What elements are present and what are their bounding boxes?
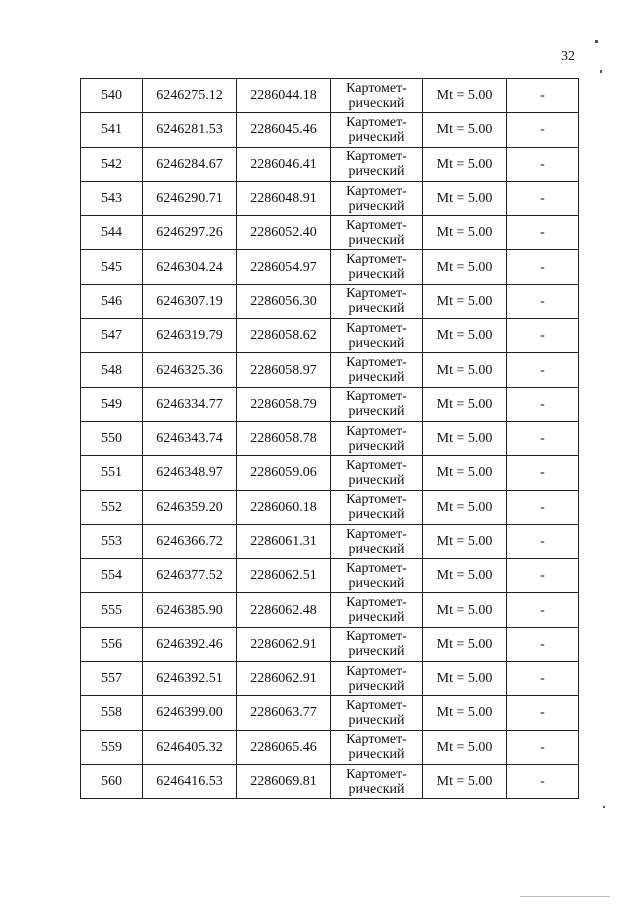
method-cell (331, 593, 423, 627)
method-cell (331, 559, 423, 593)
method-text-line: рический (348, 575, 405, 591)
accuracy-cell: Mt = 5.00 (423, 593, 507, 627)
method-text-line: рический (348, 301, 405, 317)
note-cell: - (507, 490, 579, 524)
accuracy-cell: Mt = 5.00 (423, 113, 507, 147)
method-text-line: рический (348, 507, 405, 523)
x-coordinate-cell: 6246281.53 (143, 113, 237, 147)
table-row (81, 627, 579, 661)
method-text-line: Картомет- (346, 595, 407, 611)
method-text-line: рический (348, 267, 405, 283)
method-cell (331, 456, 423, 490)
accuracy-cell: Mt = 5.00 (423, 250, 507, 284)
method-text-line: Картомет- (346, 286, 407, 302)
table-row (81, 387, 579, 421)
scan-speck (600, 70, 602, 73)
table-row (81, 421, 579, 455)
accuracy-cell: Mt = 5.00 (423, 662, 507, 696)
table-row (81, 559, 579, 593)
note-cell: - (507, 559, 579, 593)
method-text-line: рический (348, 678, 405, 694)
point-number-cell: 547 (81, 319, 143, 353)
table-row (81, 696, 579, 730)
accuracy-cell: Mt = 5.00 (423, 216, 507, 250)
method-text-line: рический (348, 370, 405, 386)
method-text-line: рический (348, 644, 405, 660)
table-row (81, 730, 579, 764)
method-text-line: Картомет- (346, 114, 407, 130)
method-text-line: рический (348, 541, 405, 557)
accuracy-cell: Mt = 5.00 (423, 559, 507, 593)
note-cell: - (507, 593, 579, 627)
y-coordinate-cell: 2286059.06 (237, 456, 331, 490)
method-cell (331, 319, 423, 353)
point-number-cell: 553 (81, 524, 143, 558)
table-row (81, 250, 579, 284)
y-coordinate-cell: 2286054.97 (237, 250, 331, 284)
x-coordinate-cell: 6246416.53 (143, 764, 237, 798)
method-text-line: Картомет- (346, 766, 407, 782)
point-number-cell: 552 (81, 490, 143, 524)
table-row (81, 593, 579, 627)
note-cell: - (507, 421, 579, 455)
point-number-cell: 557 (81, 662, 143, 696)
point-number-cell: 543 (81, 181, 143, 215)
accuracy-cell: Mt = 5.00 (423, 490, 507, 524)
x-coordinate-cell: 6246307.19 (143, 284, 237, 318)
note-cell: - (507, 181, 579, 215)
y-coordinate-cell: 2286044.18 (237, 79, 331, 113)
table-body (81, 79, 579, 799)
table-row (81, 319, 579, 353)
method-text-line: рический (348, 472, 405, 488)
y-coordinate-cell: 2286065.46 (237, 730, 331, 764)
note-cell: - (507, 79, 579, 113)
y-coordinate-cell: 2286062.51 (237, 559, 331, 593)
note-cell: - (507, 696, 579, 730)
method-cell (331, 662, 423, 696)
accuracy-cell: Mt = 5.00 (423, 730, 507, 764)
method-cell (331, 216, 423, 250)
x-coordinate-cell: 6246297.26 (143, 216, 237, 250)
point-number-cell: 559 (81, 730, 143, 764)
accuracy-cell: Mt = 5.00 (423, 181, 507, 215)
method-cell (331, 250, 423, 284)
method-text-line: рический (348, 747, 405, 763)
method-cell (331, 421, 423, 455)
point-number-cell: 540 (81, 79, 143, 113)
point-number-cell: 558 (81, 696, 143, 730)
note-cell: - (507, 456, 579, 490)
method-cell (331, 181, 423, 215)
note-cell: - (507, 662, 579, 696)
table-row (81, 113, 579, 147)
accuracy-cell: Mt = 5.00 (423, 353, 507, 387)
y-coordinate-cell: 2286058.62 (237, 319, 331, 353)
point-number-cell: 545 (81, 250, 143, 284)
point-number-cell: 551 (81, 456, 143, 490)
method-cell (331, 387, 423, 421)
method-text-line: рический (348, 712, 405, 728)
method-text-line: Картомет- (346, 457, 407, 473)
accuracy-cell: Mt = 5.00 (423, 147, 507, 181)
x-coordinate-cell: 6246359.20 (143, 490, 237, 524)
method-text-line: рический (348, 610, 405, 626)
x-coordinate-cell: 6246319.79 (143, 319, 237, 353)
x-coordinate-cell: 6246392.51 (143, 662, 237, 696)
accuracy-cell: Mt = 5.00 (423, 387, 507, 421)
note-cell: - (507, 627, 579, 661)
method-text-line: Картомет- (346, 560, 407, 576)
scan-speck (603, 806, 605, 808)
table-row (81, 147, 579, 181)
method-text-line: Картомет- (346, 526, 407, 542)
y-coordinate-cell: 2286058.78 (237, 421, 331, 455)
note-cell: - (507, 113, 579, 147)
y-coordinate-cell: 2286046.41 (237, 147, 331, 181)
note-cell: - (507, 284, 579, 318)
table-row (81, 456, 579, 490)
note-cell: - (507, 353, 579, 387)
point-number-cell: 560 (81, 764, 143, 798)
y-coordinate-cell: 2286052.40 (237, 216, 331, 250)
method-cell (331, 284, 423, 318)
method-cell (331, 696, 423, 730)
note-cell: - (507, 730, 579, 764)
accuracy-cell: Mt = 5.00 (423, 764, 507, 798)
x-coordinate-cell: 6246304.24 (143, 250, 237, 284)
method-text-line: Картомет- (346, 320, 407, 336)
method-text-line: рический (348, 129, 405, 145)
x-coordinate-cell: 6246325.36 (143, 353, 237, 387)
table-row (81, 181, 579, 215)
x-coordinate-cell: 6246405.32 (143, 730, 237, 764)
note-cell: - (507, 147, 579, 181)
x-coordinate-cell: 6246343.74 (143, 421, 237, 455)
table-row (81, 284, 579, 318)
method-text-line: Картомет- (346, 217, 407, 233)
x-coordinate-cell: 6246290.71 (143, 181, 237, 215)
accuracy-cell: Mt = 5.00 (423, 456, 507, 490)
point-number-cell: 554 (81, 559, 143, 593)
y-coordinate-cell: 2286058.97 (237, 353, 331, 387)
point-number-cell: 548 (81, 353, 143, 387)
accuracy-cell: Mt = 5.00 (423, 284, 507, 318)
method-text-line: рический (348, 198, 405, 214)
method-text-line: Картомет- (346, 697, 407, 713)
y-coordinate-cell: 2286056.30 (237, 284, 331, 318)
note-cell: - (507, 387, 579, 421)
method-cell (331, 524, 423, 558)
accuracy-cell: Mt = 5.00 (423, 627, 507, 661)
point-number-cell: 549 (81, 387, 143, 421)
method-text-line: Картомет- (346, 355, 407, 371)
y-coordinate-cell: 2286062.91 (237, 662, 331, 696)
x-coordinate-cell: 6246385.90 (143, 593, 237, 627)
x-coordinate-cell: 6246334.77 (143, 387, 237, 421)
x-coordinate-cell: 6246377.52 (143, 559, 237, 593)
method-text-line: Картомет- (346, 629, 407, 645)
method-text-line: Картомет- (346, 80, 407, 96)
method-text-line: рический (348, 164, 405, 180)
accuracy-cell: Mt = 5.00 (423, 79, 507, 113)
method-text-line: рический (348, 232, 405, 248)
method-cell (331, 79, 423, 113)
method-text-line: Картомет- (346, 663, 407, 679)
coordinates-table (80, 78, 579, 799)
method-text-line: рический (348, 335, 405, 351)
point-number-cell: 541 (81, 113, 143, 147)
method-text-line: Картомет- (346, 149, 407, 165)
note-cell: - (507, 319, 579, 353)
accuracy-cell: Mt = 5.00 (423, 696, 507, 730)
x-coordinate-cell: 6246284.67 (143, 147, 237, 181)
x-coordinate-cell: 6246366.72 (143, 524, 237, 558)
method-text-line: Картомет- (346, 183, 407, 199)
point-number-cell: 542 (81, 147, 143, 181)
table-row (81, 353, 579, 387)
page-number: 32 (561, 49, 575, 64)
table-row (81, 764, 579, 798)
method-cell (331, 764, 423, 798)
accuracy-cell: Mt = 5.00 (423, 421, 507, 455)
y-coordinate-cell: 2286062.48 (237, 593, 331, 627)
method-text-line: рический (348, 95, 405, 111)
x-coordinate-cell: 6246392.46 (143, 627, 237, 661)
method-text-line: Картомет- (346, 423, 407, 439)
x-coordinate-cell: 6246399.00 (143, 696, 237, 730)
point-number-cell: 550 (81, 421, 143, 455)
method-text-line: Картомет- (346, 732, 407, 748)
table-row (81, 662, 579, 696)
scan-speck (520, 896, 610, 897)
accuracy-cell: Mt = 5.00 (423, 319, 507, 353)
table-row (81, 216, 579, 250)
y-coordinate-cell: 2286063.77 (237, 696, 331, 730)
x-coordinate-cell: 6246275.12 (143, 79, 237, 113)
note-cell: - (507, 250, 579, 284)
method-cell (331, 490, 423, 524)
method-cell (331, 627, 423, 661)
point-number-cell: 556 (81, 627, 143, 661)
y-coordinate-cell: 2286061.31 (237, 524, 331, 558)
point-number-cell: 555 (81, 593, 143, 627)
y-coordinate-cell: 2286062.91 (237, 627, 331, 661)
table-row (81, 524, 579, 558)
point-number-cell: 546 (81, 284, 143, 318)
point-number-cell: 544 (81, 216, 143, 250)
note-cell: - (507, 216, 579, 250)
scan-speck (595, 40, 598, 43)
method-text-line: Картомет- (346, 492, 407, 508)
y-coordinate-cell: 2286048.91 (237, 181, 331, 215)
y-coordinate-cell: 2286045.46 (237, 113, 331, 147)
y-coordinate-cell: 2286058.79 (237, 387, 331, 421)
note-cell: - (507, 524, 579, 558)
method-text-line: Картомет- (346, 252, 407, 268)
method-text-line: рический (348, 404, 405, 420)
accuracy-cell: Mt = 5.00 (423, 524, 507, 558)
table-row (81, 490, 579, 524)
method-cell (331, 147, 423, 181)
y-coordinate-cell: 2286069.81 (237, 764, 331, 798)
x-coordinate-cell: 6246348.97 (143, 456, 237, 490)
method-cell (331, 730, 423, 764)
note-cell: - (507, 764, 579, 798)
method-text-line: рический (348, 781, 405, 797)
y-coordinate-cell: 2286060.18 (237, 490, 331, 524)
method-text-line: Картомет- (346, 389, 407, 405)
method-cell (331, 353, 423, 387)
method-text-line: рический (348, 438, 405, 454)
method-cell (331, 113, 423, 147)
table-row (81, 79, 579, 113)
